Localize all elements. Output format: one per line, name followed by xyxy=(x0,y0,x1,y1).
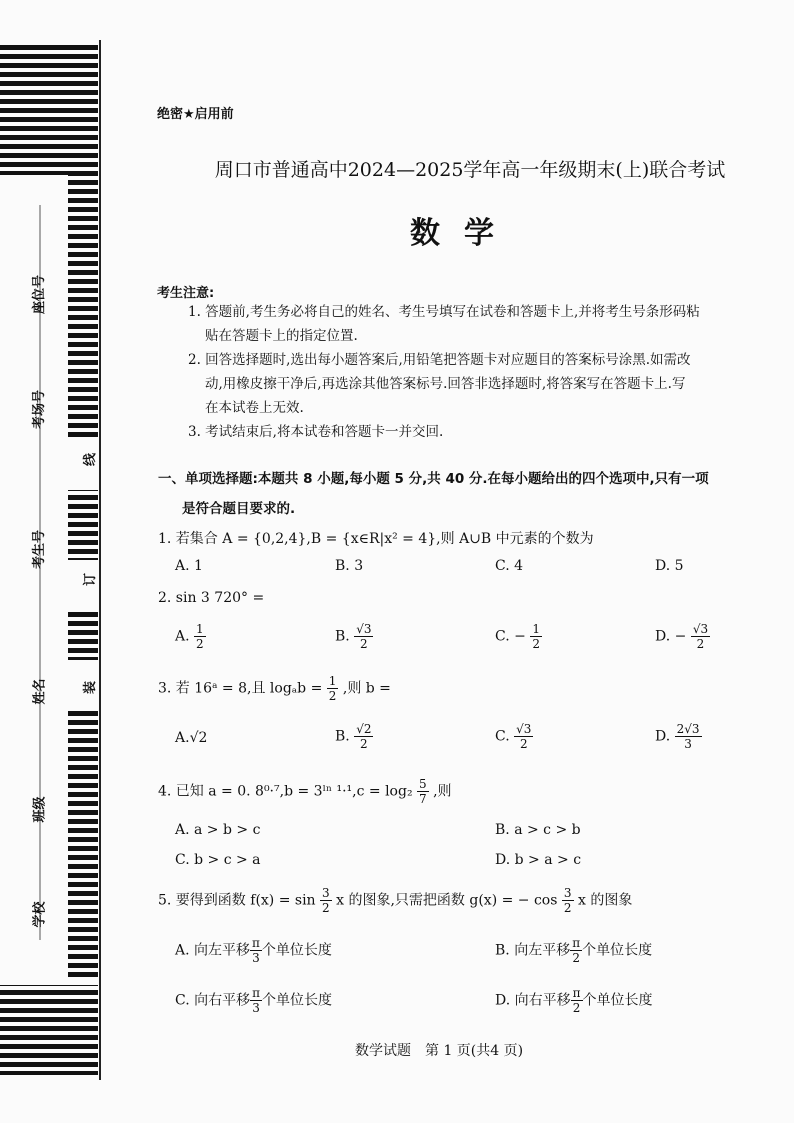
q4-option-c: C. b > c > a xyxy=(175,852,261,868)
notice-item: 1. 答题前,考生务必将自己的姓名、考生号填写在试卷和答题卡上,并将考生号条形码粘 xyxy=(188,304,700,320)
q5-option-c: C. 向右平移 $\frac{\pi}{3}$ 个单位长度 xyxy=(175,986,333,1015)
secret-label: 绝密★启用前 xyxy=(157,107,234,122)
q3-option-c: C. $\frac{√3}{2}$ xyxy=(495,722,532,751)
exam-title: 周口市普通高中2024—2025学年高一年级期末(上)联合考试 xyxy=(214,159,726,181)
mark-bind: 装 xyxy=(79,681,98,694)
field-examinee: 考生号 xyxy=(32,529,48,570)
page-footer: 数学试题 第 1 页(共4 页) xyxy=(355,1043,524,1059)
field-class: 班级 xyxy=(32,796,48,823)
notice-item: 在本试卷上无效. xyxy=(205,400,304,416)
q5-option-b: B. 向左平移 $\frac{\pi}{2}$ 个单位长度 xyxy=(495,936,653,965)
notice-heading: 考生注意: xyxy=(157,286,215,301)
q2-option-b: B. $\frac{√3}{2}$ xyxy=(335,622,372,651)
q5-option-d: D. 向右平移 $\frac{\pi}{2}$ 个单位长度 xyxy=(495,986,653,1015)
binding-pattern xyxy=(0,0,110,1123)
q3-option-d: D. $\frac{2√3}{3}$ xyxy=(655,722,700,751)
q2-option-a: A. $\frac{1}{2}$ xyxy=(175,622,204,651)
question-1-stem: 1. 若集合 A = {0,2,4},B = {x∈R|x² = 4},则 A∪B 中元素的个数为 xyxy=(158,531,594,547)
q4-option-b: B. a > c > b xyxy=(495,822,581,838)
q1-option-d: D. 5 xyxy=(655,558,684,574)
subject-title: 数学 xyxy=(410,216,518,251)
q5-option-a: A. 向左平移 $\frac{\pi}{3}$ 个单位长度 xyxy=(175,936,332,965)
field-name: 姓名 xyxy=(32,678,48,705)
q4-option-a: A. a > b > c xyxy=(175,822,261,838)
field-school: 学校 xyxy=(32,901,48,928)
question-2-stem: 2. sin 3 720° = xyxy=(158,590,265,606)
mark-staple: 订 xyxy=(79,573,98,586)
question-5-stem: 5. 要得到函数 f(x) = sin $\frac{3}{2}$ x 的图象,只需把函数 g(x) = − cos $\frac{3}{2}$ x 的图象 xyxy=(158,886,633,915)
q1-option-c: C. 4 xyxy=(495,558,524,574)
binding-strip xyxy=(0,0,110,1123)
field-seat: 座位号 xyxy=(32,274,48,315)
notice-item: 3. 考试结束后,将本试卷和答题卡一并交回. xyxy=(188,424,444,440)
q1-option-b: B. 3 xyxy=(335,558,364,574)
mark-line: 线 xyxy=(79,453,98,466)
notice-item: 2. 回答选择题时,选出每小题答案后,用铅笔把答题卡对应题目的答案标号涂黑.如需改 xyxy=(188,352,691,368)
q3-option-a: A.√2 xyxy=(175,730,208,746)
section-heading: 一、单项选择题:本题共 8 小题,每小题 5 分,共 40 分.在每小题给出的四个选项中,只有一项 xyxy=(158,471,709,487)
q1-option-a: A. 1 xyxy=(175,558,203,574)
q3-option-b: B. $\frac{√2}{2}$ xyxy=(335,722,372,751)
question-3-stem: 3. 若 16ᵃ = 8,且 logₐb = $\frac{1}{2}$ ,则 b = xyxy=(158,674,391,703)
section-heading-cont: 是符合题目要求的. xyxy=(182,501,296,517)
q2-option-c: C. − $\frac{1}{2}$ xyxy=(495,622,540,651)
question-4-stem: 4. 已知 a = 0. 8⁰·⁷,b = 3ˡⁿ ¹·¹,c = log₂ $\frac{5}{7}$ ,则 xyxy=(158,777,452,806)
notice-item: 动,用橡皮擦干净后,再选涂其他答案标号.回答非选择题时,将答案写在答题卡上.写 xyxy=(205,376,686,392)
q4-option-d: D. b > a > c xyxy=(495,852,582,868)
field-room: 考场号 xyxy=(32,389,48,430)
q2-option-d: D. − $\frac{√3}{2}$ xyxy=(655,622,709,651)
notice-item: 贴在答题卡上的指定位置. xyxy=(205,328,358,344)
